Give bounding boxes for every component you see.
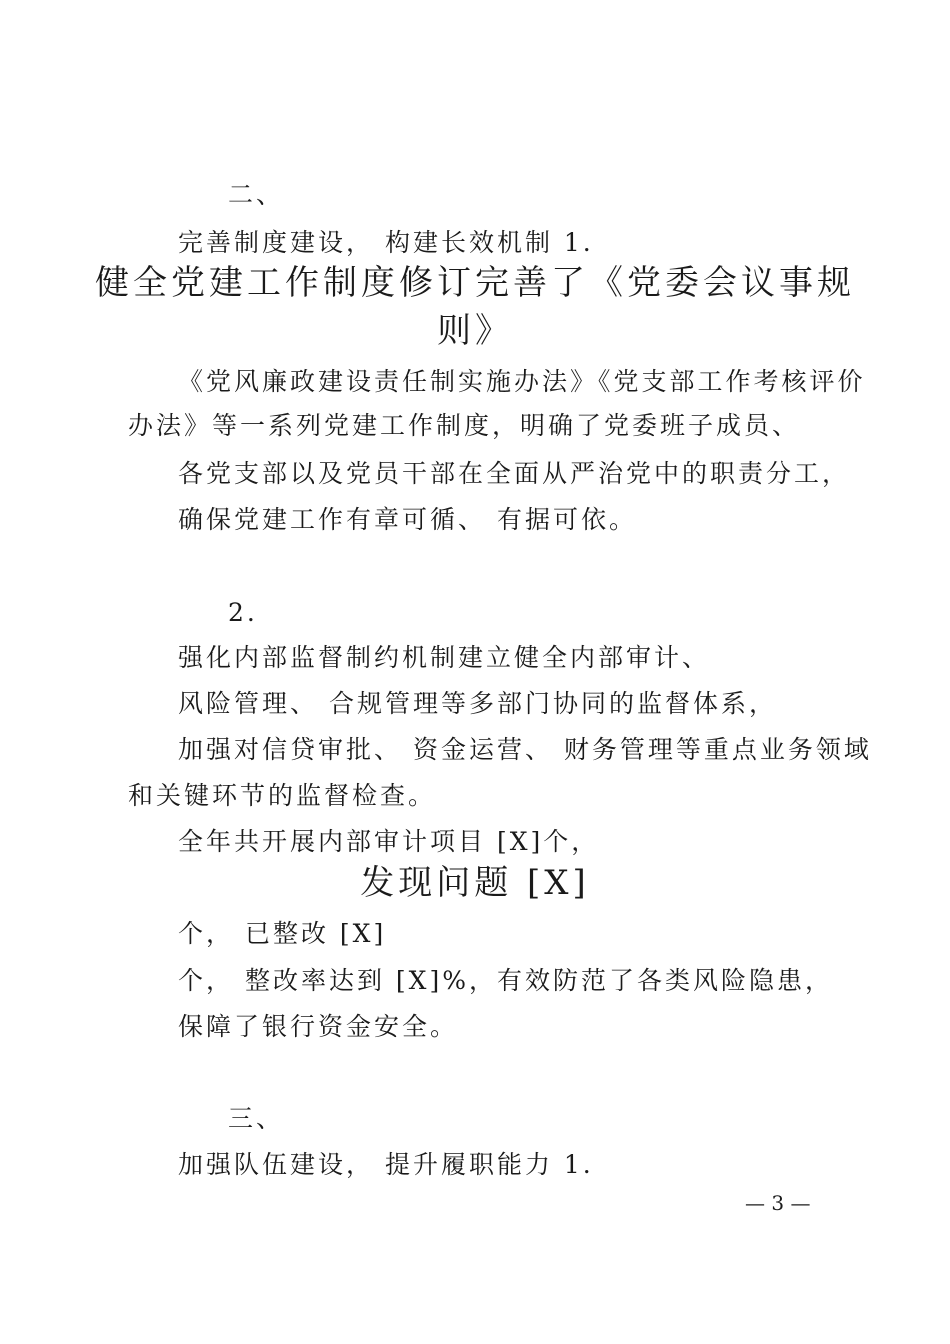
section-2-heading: 二、 (228, 180, 285, 209)
page-number: — 3 — (745, 1191, 811, 1215)
item-2-number: 2. (228, 598, 258, 627)
section-3-subtitle: 加强队伍建设， 提升履职能力 1. (178, 1150, 594, 1179)
paragraph-line: 确保党建工作有章可循、 有据可依。 (178, 505, 637, 534)
paragraph-line: 保障了银行资金安全。 (178, 1012, 459, 1041)
section-2-subtitle: 完善制度建设， 构建长效机制 1. (178, 228, 594, 257)
paragraph-line: 风险管理、 合规管理等多部门协同的监督体系， (178, 689, 777, 718)
item-2-title: 发现问题 [X] (360, 863, 590, 903)
paragraph-line: 和关键环节的监督检查。 (128, 781, 437, 810)
section-3-heading: 三、 (228, 1104, 285, 1133)
section-2-title-line-1: 健全党建工作制度修订完善了《党委会议事规 (95, 263, 855, 303)
section-2-title-line-2: 则》 (437, 311, 513, 351)
paragraph-line: 个， 已整改 [X] (178, 919, 387, 948)
paragraph-line: 办法》等一系列党建工作制度，明确了党委班子成员、 (128, 411, 801, 440)
paragraph-line: 《党风廉政建设责任制实施办法》《党支部工作考核评价 (178, 367, 866, 396)
paragraph-line: 强化内部监督制约机制建立健全内部审计、 (178, 643, 711, 672)
paragraph-line: 加强对信贷审批、 资金运营、 财务管理等重点业务领域 (178, 735, 872, 764)
paragraph-line: 个， 整改率达到 [X]%，有效防范了各类风险隐患， (178, 966, 833, 995)
paragraph-line: 各党支部以及党员干部在全面从严治党中的职责分工， (178, 459, 851, 488)
paragraph-line: 全年共开展内部审计项目 [X]个， (178, 827, 600, 856)
